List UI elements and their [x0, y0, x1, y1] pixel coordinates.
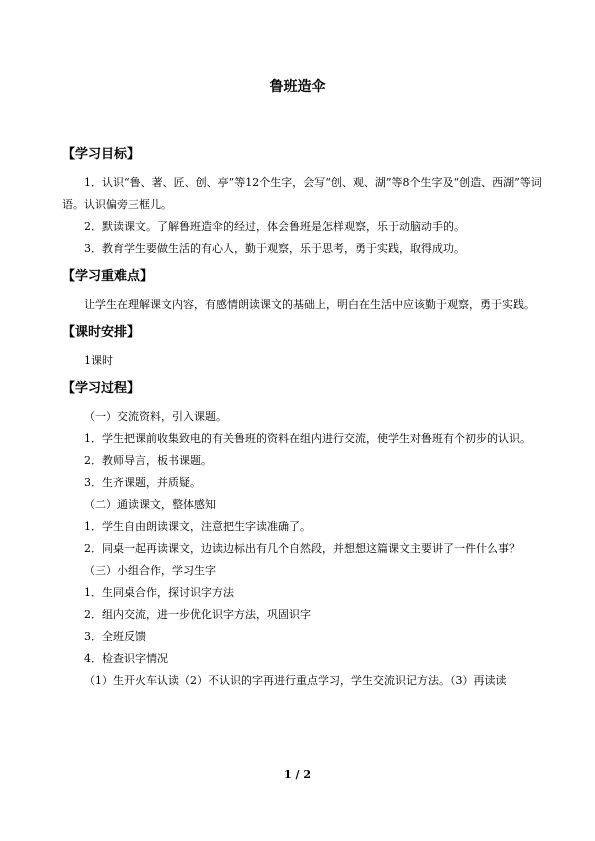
paragraph: 1．认识“鲁、著、匠、创、亭”等12个生字，会写“创、观、湖”等8个生字及“创造、西湖”等词语。认识偏旁三框儿。 [62, 176, 542, 211]
document-title: 鲁班造伞 [269, 79, 326, 95]
paragraph: （三）小组合作，学习生字 [84, 564, 216, 577]
paragraph: 4．检查识字情况 [84, 652, 168, 665]
section-heading-key-points: 【学习重难点】 [62, 269, 154, 284]
paragraph: 2．教师导言，板书课题。 [84, 454, 212, 467]
paragraph: 2．组内交流，进一步优化识字方法，巩固识字 [84, 608, 311, 621]
paragraph: 1课时 [84, 354, 113, 367]
paragraph: 1．生同桌合作，探讨识字方法 [84, 586, 234, 599]
paragraph: 1．学生把课前收集致电的有关鲁班的资料在组内进行交流，使学生对鲁班有个初步的认识。 [84, 432, 531, 445]
paragraph: （一）交流资料，引入课题。 [84, 410, 227, 423]
paragraph: 1．学生自由朗读课文，注意把生字读准确了。 [84, 520, 311, 533]
paragraph: 2．默读课文。了解鲁班造伞的经过，体会鲁班是怎样观察，乐于动脑动手的。 [84, 220, 465, 233]
page-number: 1 / 2 [284, 768, 311, 781]
paragraph: （二）通读课文，整体感知 [84, 498, 216, 511]
document-body [62, 146, 548, 692]
paragraph: 2．同桌一起再读课文，边读边标出有几个自然段，并想想这篇课文主要讲了一件什么事？ [84, 542, 520, 555]
paragraph: 3．教育学生要做生活的有心人，勤于观察，乐于思考，勇于实践，取得成功。 [84, 242, 465, 255]
section-heading-process: 【学习过程】 [62, 381, 141, 396]
section-heading-schedule: 【课时安排】 [62, 325, 141, 340]
paragraph: （1）生开火车认读（2）不认识的字再进行重点学习，学生交流识记方法。（3）再读读 [84, 674, 507, 687]
paragraph: 让学生在理解课文内容，有感情朗读课文的基础上，明白在生活中应该勤于观察，勇于实践。 [84, 298, 535, 311]
paragraph: 3．全班反馈 [84, 630, 146, 643]
section-heading-objectives: 【学习目标】 [62, 147, 141, 162]
paragraph: 3．生齐课题，并质疑。 [84, 476, 201, 489]
